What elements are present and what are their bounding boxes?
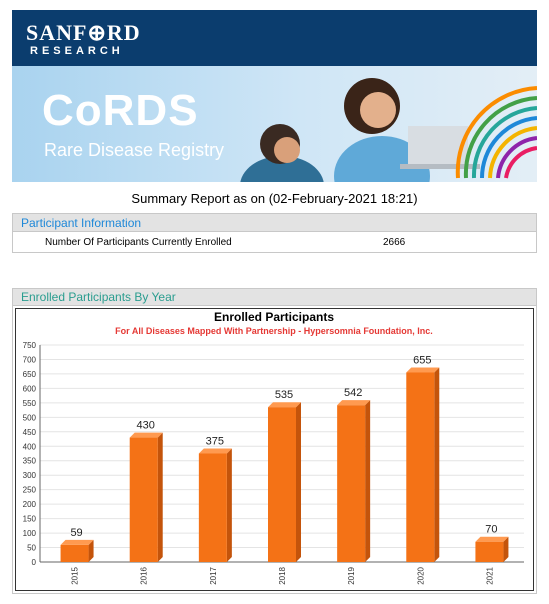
bar-value-label: 535 xyxy=(274,389,294,402)
bar-value-label: 542 xyxy=(343,387,363,400)
x-tick-label: 2015 xyxy=(70,567,80,585)
bar-top xyxy=(406,367,439,372)
brand-header xyxy=(12,10,537,66)
y-tick-label: 700 xyxy=(22,355,36,365)
bar-side xyxy=(227,449,232,563)
bar-value-label: 430 xyxy=(136,419,155,432)
bar xyxy=(337,405,365,562)
bar-side xyxy=(434,367,439,562)
y-tick-label: 600 xyxy=(22,384,36,394)
y-tick-label: 550 xyxy=(22,398,36,408)
bar-top xyxy=(475,537,508,542)
bar xyxy=(406,372,434,562)
bar-side xyxy=(365,400,370,562)
y-tick-label: 750 xyxy=(22,341,36,350)
participant-count-value: 2666 xyxy=(383,237,406,248)
enrolled-chart-svg xyxy=(16,309,533,590)
bar xyxy=(199,454,227,563)
bar xyxy=(130,438,158,562)
bar-value-label: 59 xyxy=(70,526,83,539)
bar-top xyxy=(337,400,370,405)
woman-face xyxy=(360,92,396,128)
bar-value-label: 70 xyxy=(485,523,498,536)
y-tick-label: 650 xyxy=(22,369,36,379)
cords-banner xyxy=(12,66,537,182)
enrolled-by-year-heading: Enrolled Participants By Year xyxy=(13,289,536,306)
bar xyxy=(268,407,296,562)
y-tick-label: 50 xyxy=(27,543,36,553)
bar-side xyxy=(158,433,163,562)
y-tick-label: 300 xyxy=(22,471,36,481)
bar-value-label: 375 xyxy=(205,435,225,448)
y-tick-label: 400 xyxy=(22,442,36,452)
x-tick-label: 2017 xyxy=(208,567,218,585)
child-face xyxy=(274,137,300,163)
banner-subtitle: Rare Disease Registry xyxy=(44,140,225,160)
banner-title: CoRDS xyxy=(42,86,199,135)
bar-top xyxy=(130,433,163,438)
x-tick-label: 2016 xyxy=(139,567,149,585)
summary-report-line: Summary Report as on (02-February-2021 18:21) xyxy=(131,191,418,206)
y-tick-label: 450 xyxy=(22,427,36,437)
participant-count-label: Number Of Participants Currently Enrolled xyxy=(45,237,232,248)
chart-subtitle: For All Diseases Mapped With Partnership - Hypersomnia Foundation, Inc. xyxy=(115,326,433,336)
bar xyxy=(475,542,503,562)
y-tick-label: 500 xyxy=(22,413,36,423)
participant-info-heading: Participant Information xyxy=(13,214,536,232)
bar-top xyxy=(199,449,232,454)
participant-count-row xyxy=(13,232,536,252)
bar-top xyxy=(61,540,94,545)
y-tick-label: 0 xyxy=(31,558,36,567)
bar xyxy=(61,545,89,562)
y-tick-label: 150 xyxy=(22,514,36,524)
x-tick-label: 2018 xyxy=(278,567,287,585)
brand-logo-sub: RESEARCH xyxy=(30,45,124,57)
x-tick-label: 2020 xyxy=(416,567,426,585)
bar-top xyxy=(268,402,301,407)
y-tick-label: 100 xyxy=(22,529,36,539)
y-tick-label: 250 xyxy=(22,485,36,495)
y-tick-label: 200 xyxy=(22,500,36,510)
x-tick-label: 2019 xyxy=(347,567,357,585)
participant-info-panel xyxy=(12,213,537,253)
y-tick-label: 350 xyxy=(22,456,36,466)
enrolled-by-year-panel xyxy=(12,288,537,594)
enrolled-chart xyxy=(15,308,534,591)
chart-title: Enrolled Participants xyxy=(213,310,335,324)
bar-value-label: 655 xyxy=(413,354,432,367)
bar-side xyxy=(296,402,301,562)
brand-logo-name: SANF⊕RD xyxy=(26,20,141,45)
x-tick-label: 2021 xyxy=(485,567,495,585)
